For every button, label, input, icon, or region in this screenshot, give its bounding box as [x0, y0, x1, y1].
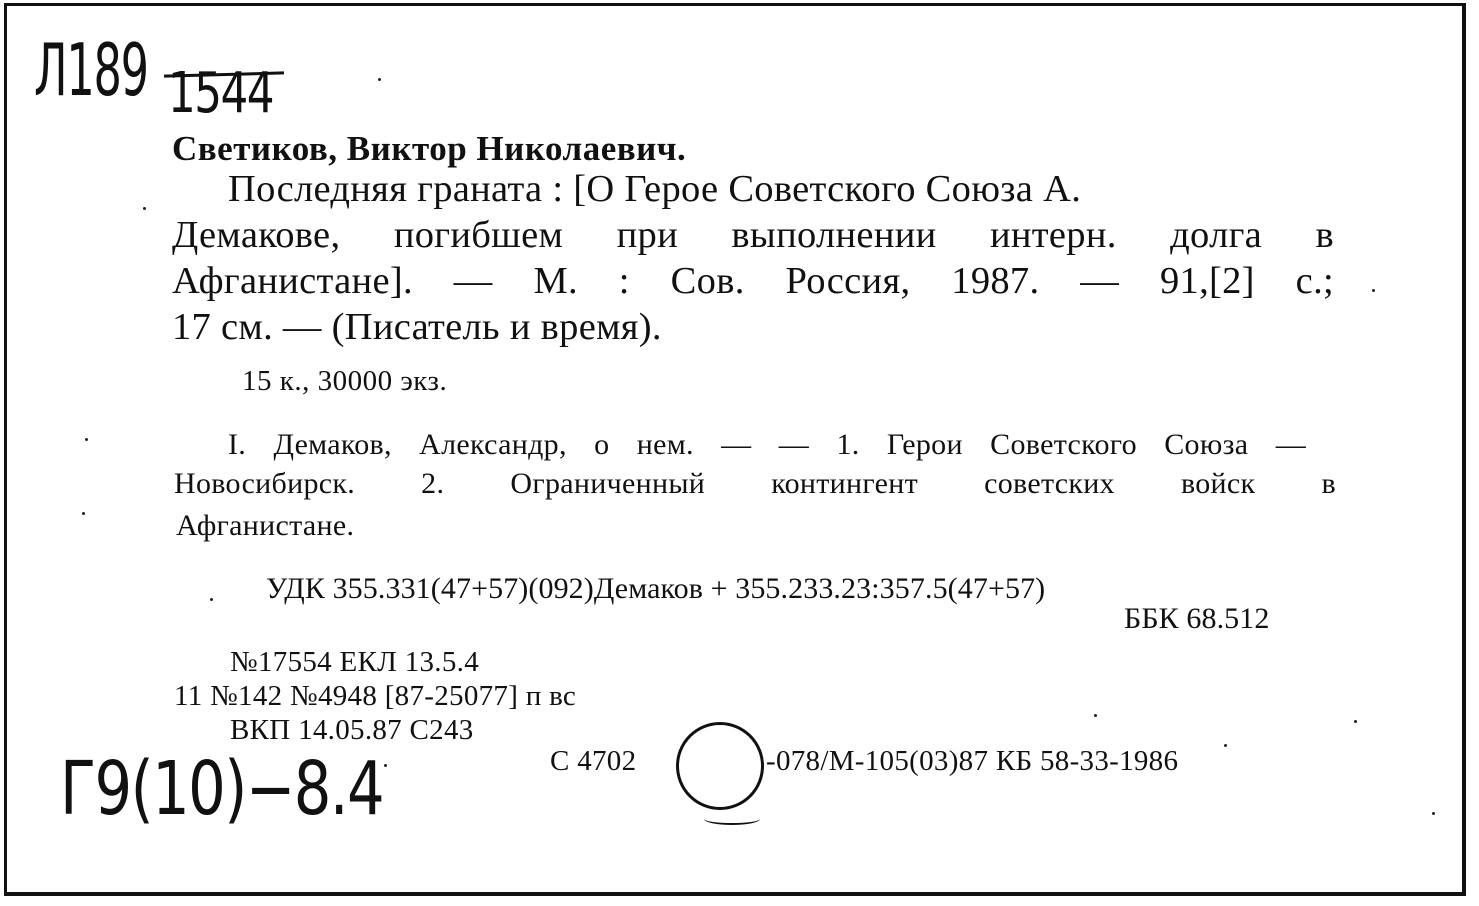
udk-classification: УДК 355.331(47+57)(092)Демаков + 355.233.23:357.5(47+57): [266, 572, 1046, 605]
subject-line-2: Новосибирск. 2. Ограниченный контингент советских войск в: [174, 467, 1336, 500]
speck: [1354, 720, 1357, 723]
speck: [1372, 289, 1375, 292]
tech-line-3: ВКП 14.05.87 С243: [230, 714, 474, 746]
description-line-2: Демакове, погибшем при выполнении интерн. долга в: [172, 214, 1334, 256]
description-line-4: 17 см. — (Писатель и время).: [172, 306, 662, 348]
tech-code-right: -078/М-105(03)87 КБ 58-33-1986: [766, 745, 1179, 777]
speck: [143, 207, 146, 210]
speck: [1432, 812, 1435, 815]
author-heading: Светиков, Виктор Николаевич.: [172, 129, 687, 168]
speck: [378, 78, 381, 81]
handwritten-inventory-number: 1544: [168, 61, 273, 126]
subject-line-1: I. Демаков, Александр, о нем. — — 1. Герои Советского Союза —: [228, 428, 1306, 461]
handwritten-classification: Г9(10)−8.4: [60, 746, 384, 832]
speck: [1224, 744, 1227, 747]
round-stamp: [676, 722, 764, 810]
stamp-underline: [704, 813, 760, 825]
speck: [82, 512, 85, 515]
bbk-classification: ББК 68.512: [1124, 602, 1270, 635]
subject-line-3: Афганистане.: [176, 509, 355, 542]
handwritten-call-number: Л189: [34, 28, 148, 112]
tech-line-1: №17554 ЕКЛ 13.5.4: [230, 646, 479, 678]
speck: [210, 598, 213, 601]
price-and-print-run: 15 к., 30000 экз.: [242, 365, 448, 397]
speck: [384, 764, 387, 767]
description-line-3: Афганистане]. — М. : Сов. Россия, 1987. — 91,[2] с.;: [172, 260, 1334, 302]
description-line-1: Последняя граната : [О Герое Советского Союза А.: [228, 168, 1082, 210]
speck: [1094, 714, 1097, 717]
tech-line-2: 11 №142 №4948 [87-25077] п вс: [174, 680, 577, 712]
tech-code-left: С 4702: [550, 745, 637, 777]
speck: [85, 438, 88, 441]
